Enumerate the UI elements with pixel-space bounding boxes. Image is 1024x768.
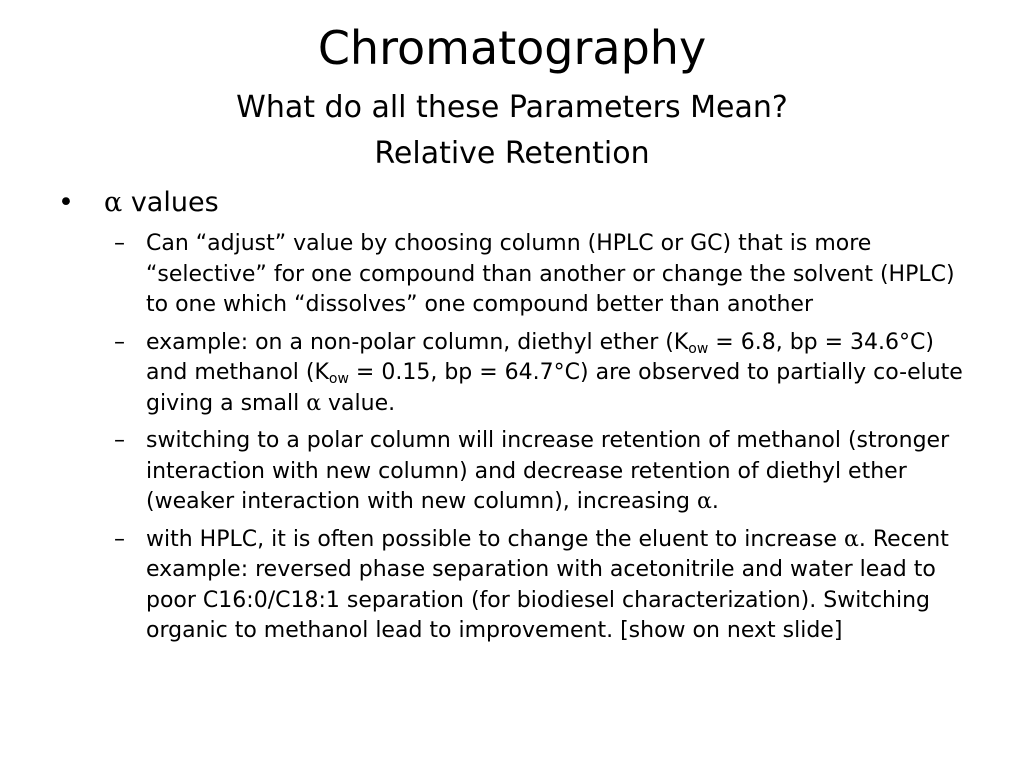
sub-bullet-text: Can “adjust” value by choosing column (HPLC or GC) that is more “selective” for one compound than another or change the solvent (HPLC) to one which “dissolves” one compound better than another bbox=[146, 231, 955, 317]
sub-bullet-text: = 0.15, bp = 64.7°C) are observed to partially co-elute giving a small bbox=[146, 360, 963, 416]
dash-marker: – bbox=[114, 329, 125, 355]
sub-bullet-adjust bbox=[108, 229, 964, 321]
sub-bullet-text: value. bbox=[321, 390, 396, 416]
bullet-marker: • bbox=[58, 187, 74, 218]
sub-bullet-hplc bbox=[108, 525, 964, 647]
sub-bullet-text: switching to a polar column will increase retention of methanol (stronger interaction with new column) and decrease retention of diethyl ether (weaker interaction with new column), increasing bbox=[146, 428, 950, 514]
subscript-ow: ow bbox=[688, 340, 709, 357]
sub-bullet-example bbox=[108, 328, 964, 420]
sub-bullet-text: . bbox=[711, 489, 719, 514]
sub-bullet-polar-column bbox=[108, 426, 964, 518]
dash-marker: – bbox=[114, 526, 125, 552]
subscript-ow: ow bbox=[328, 371, 349, 387]
alpha-symbol: α bbox=[843, 526, 859, 552]
slide-subtitle-relative-retention: Relative Retention bbox=[374, 136, 650, 171]
bullet-alpha-values bbox=[58, 183, 219, 223]
slide-subtitle: What do all these Parameters Mean? bbox=[236, 90, 788, 125]
sub-bullet-text: = 6.8, bp = 34.6°C) and methanol (K bbox=[146, 329, 934, 385]
bullet-label: values bbox=[130, 187, 219, 218]
dash-marker: – bbox=[114, 231, 125, 256]
dash-marker: – bbox=[114, 428, 125, 453]
sub-bullet-text: with HPLC, it is often possible to change the eluent to increase bbox=[146, 526, 844, 552]
slide-title: Chromatography bbox=[317, 21, 707, 75]
alpha-symbol: α bbox=[306, 390, 322, 416]
sub-bullet-text: . Recent example: reversed phase separation with acetonitrile and water lead to poor C16:0/C18:1 separation (for biodiesel characterization). Switching organic to methanol lead to improvement. [show on next slide] bbox=[146, 526, 949, 643]
sub-bullet-text: example: on a non-polar column, diethyl ether (K bbox=[146, 329, 689, 355]
alpha-symbol: α bbox=[697, 489, 712, 514]
sub-bullet-list bbox=[108, 229, 964, 654]
alpha-symbol: α bbox=[104, 187, 123, 218]
